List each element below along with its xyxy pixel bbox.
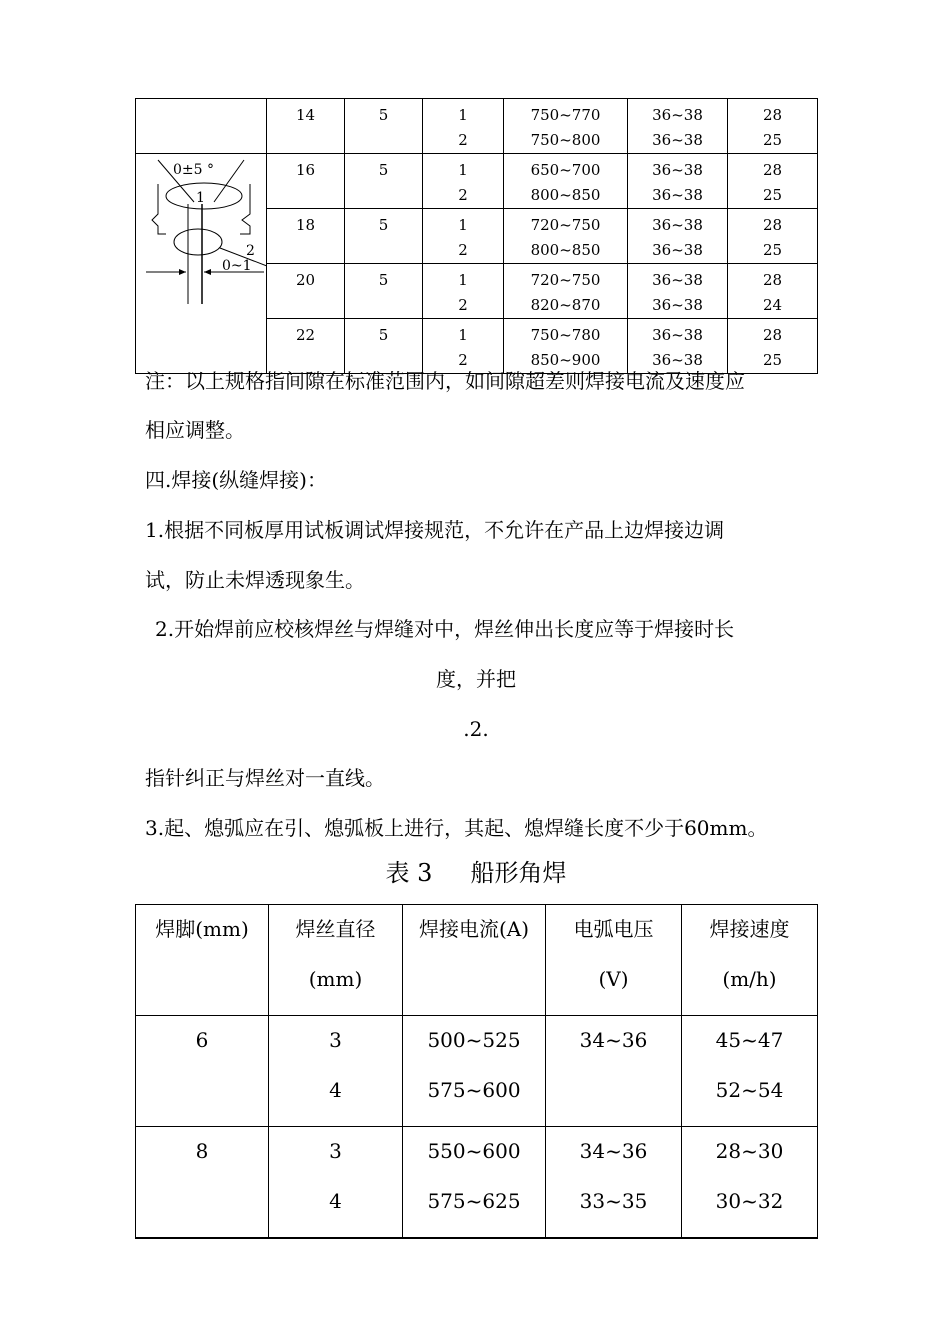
table-cell <box>728 264 818 319</box>
table-3-caption: 表 3 船形角焊 <box>385 859 567 887</box>
gap-arrowhead-right <box>204 269 211 275</box>
pass-2-ellipse <box>174 229 222 255</box>
cell-text: 1 <box>458 271 468 289</box>
table-cell: 5 <box>345 209 423 264</box>
cell-text: 2 <box>458 131 468 149</box>
table-cell: 16 <box>267 154 345 209</box>
table-cell <box>269 1127 403 1239</box>
cell-text: 2 <box>458 351 468 369</box>
table-cell <box>728 319 818 374</box>
table-row <box>136 1127 818 1239</box>
table-row <box>136 1016 818 1127</box>
table-cell <box>628 209 728 264</box>
table-cell <box>423 264 504 319</box>
cell-text: 3 <box>329 1139 342 1163</box>
item-2-line-2: 度，并把 <box>436 667 516 691</box>
cell-text: 1 <box>458 326 468 344</box>
cell-text: 800~850 <box>530 186 601 204</box>
cell-text: 28 <box>762 106 783 124</box>
column-header <box>546 905 682 1016</box>
table-row <box>136 99 818 154</box>
table-cell <box>628 319 728 374</box>
cell-text: 500~525 <box>427 1028 521 1052</box>
weld-joint-diagram <box>136 154 267 358</box>
table-cell: 22 <box>267 319 345 374</box>
cell-text: 820~870 <box>530 296 601 314</box>
cell-text: 36~38 <box>652 271 703 289</box>
table-cell: 5 <box>345 154 423 209</box>
cell-text: 36~38 <box>652 161 703 179</box>
welding-spec-table-continued <box>135 98 818 374</box>
weld-joint-diagram-cell <box>136 154 267 374</box>
item-2-line-3: 指针纠正与焊丝对一直线。 <box>145 766 385 790</box>
gap-arrowhead-left <box>179 269 186 275</box>
table-cell <box>403 1016 546 1127</box>
table-cell <box>682 1016 818 1127</box>
pass-1-label: 1 <box>196 190 205 206</box>
table-row <box>136 154 818 209</box>
table-cell <box>403 1127 546 1239</box>
table-cell <box>423 154 504 209</box>
header-line: 焊脚(mm) <box>155 917 249 941</box>
cell-text: 36~38 <box>652 106 703 124</box>
cell-text: 2 <box>458 296 468 314</box>
cell-text: 24 <box>762 296 783 314</box>
cell-text: 28 <box>762 216 783 234</box>
cell-text: 25 <box>762 186 783 204</box>
cell-text: 28~30 <box>715 1139 784 1163</box>
cell-text: 36~38 <box>652 296 703 314</box>
cell-text: 36~38 <box>652 216 703 234</box>
cell-text <box>546 1076 681 1126</box>
plate-left-outline <box>152 184 166 234</box>
cell-text: 3 <box>329 1028 342 1052</box>
cell-text: 1 <box>458 216 468 234</box>
table-cell: 18 <box>267 209 345 264</box>
plate-right-outline <box>240 184 250 234</box>
cell-text: 575~600 <box>427 1078 521 1102</box>
cell-text: 8 <box>195 1139 209 1163</box>
fillet-weld-table <box>135 904 818 1239</box>
table-cell <box>136 1016 269 1127</box>
cell-text: 4 <box>329 1078 342 1102</box>
cell-text: 720~750 <box>530 271 601 289</box>
table-cell <box>423 209 504 264</box>
header-line <box>136 965 268 1015</box>
cell-text: 36~38 <box>652 131 703 149</box>
table-cell <box>728 154 818 209</box>
table-cell <box>628 264 728 319</box>
header-line: (m/h) <box>722 967 777 991</box>
table-cell <box>423 99 504 154</box>
column-header <box>682 905 818 1016</box>
cell-text: 575~625 <box>427 1189 521 1213</box>
table-cell: 20 <box>267 264 345 319</box>
table-cell: 5 <box>345 99 423 154</box>
table-cell: 14 <box>267 99 345 154</box>
table-cell <box>504 264 628 319</box>
cell-text: 45~47 <box>715 1028 784 1052</box>
table-cell <box>628 99 728 154</box>
cell-text: 550~600 <box>427 1139 521 1163</box>
cell-text: 25 <box>762 131 783 149</box>
item-2-line-1: 2.开始焊前应校核焊丝与焊缝对中，焊丝伸出长度应等于焊接时长 <box>155 617 735 641</box>
cell-text: 34~36 <box>579 1028 648 1052</box>
cell-text: 750~770 <box>530 106 601 124</box>
cell-text: 1 <box>458 106 468 124</box>
cell-text: 36~38 <box>652 241 703 259</box>
table-cell <box>504 154 628 209</box>
cell-text: 25 <box>762 241 783 259</box>
table-cell <box>546 1127 682 1239</box>
note-line-2: 相应调整。 <box>145 418 245 442</box>
column-header <box>269 905 403 1016</box>
table-cell <box>269 1016 403 1127</box>
cell-text: 36~38 <box>652 186 703 204</box>
table-cell <box>136 99 267 154</box>
cell-text: 650~700 <box>530 161 601 179</box>
cell-text: 4 <box>329 1189 342 1213</box>
cell-text: 850~900 <box>530 351 601 369</box>
column-header <box>403 905 546 1016</box>
item-1-line-2: 试，防止未焊透现象生。 <box>145 568 365 592</box>
cell-text: 720~750 <box>530 216 601 234</box>
header-line <box>403 965 545 1015</box>
table-cell: 5 <box>345 319 423 374</box>
cell-text: 2 <box>458 241 468 259</box>
angle-label: 0±5 ° <box>173 162 214 178</box>
table-cell <box>504 319 628 374</box>
cell-text: 25 <box>762 351 783 369</box>
cell-text: 2 <box>458 186 468 204</box>
cell-text: 28 <box>762 271 783 289</box>
table-cell <box>728 99 818 154</box>
header-line: 焊丝直径 <box>295 917 376 941</box>
gap-label: 0~1 <box>222 258 252 274</box>
table-cell <box>136 1127 269 1239</box>
table-cell <box>728 209 818 264</box>
table-header-row <box>136 905 818 1016</box>
note-line-1: 注：以上规格指间隙在标准范围内，如间隙超差则焊接电流及速度应 <box>145 369 745 393</box>
cell-text: 28 <box>762 326 783 344</box>
cell-text: 34~36 <box>579 1139 648 1163</box>
table-cell <box>682 1127 818 1239</box>
column-header <box>136 905 269 1016</box>
table-cell: 5 <box>345 264 423 319</box>
cell-text: 30~32 <box>715 1189 784 1213</box>
cell-text: 800~850 <box>530 241 601 259</box>
table-cell <box>628 154 728 209</box>
table-cell <box>546 1016 682 1127</box>
cell-text: 52~54 <box>715 1078 784 1102</box>
cell-text: 6 <box>195 1028 209 1052</box>
table-cell <box>423 319 504 374</box>
cell-text: 1 <box>458 161 468 179</box>
table-cell <box>504 209 628 264</box>
header-line: (V) <box>598 967 629 991</box>
table-cell <box>504 99 628 154</box>
cell-text: 750~800 <box>530 131 601 149</box>
header-line: 焊接电流(A) <box>418 917 530 941</box>
section-heading: 四.焊接(纵缝焊接)： <box>145 468 327 492</box>
pass-2-label: 2 <box>246 243 255 259</box>
cell-text: 28 <box>762 161 783 179</box>
cell-text: 36~38 <box>652 351 703 369</box>
cell-text: 750~780 <box>530 326 601 344</box>
item-3: 3.起、熄弧应在引、熄弧板上进行，其起、熄焊缝长度不少于60mm。 <box>145 816 768 840</box>
header-line: (mm) <box>308 967 363 991</box>
page-number: .2. <box>463 717 489 741</box>
angle-line-right <box>214 160 244 202</box>
cell-text: 33~35 <box>579 1189 648 1213</box>
header-line: 焊接速度 <box>709 917 790 941</box>
item-1-line-1: 1.根据不同板厚用试板调试焊接规范，不允许在产品上边焊接边调 <box>145 518 725 542</box>
cell-text: 36~38 <box>652 326 703 344</box>
header-line: 电弧电压 <box>573 917 654 941</box>
